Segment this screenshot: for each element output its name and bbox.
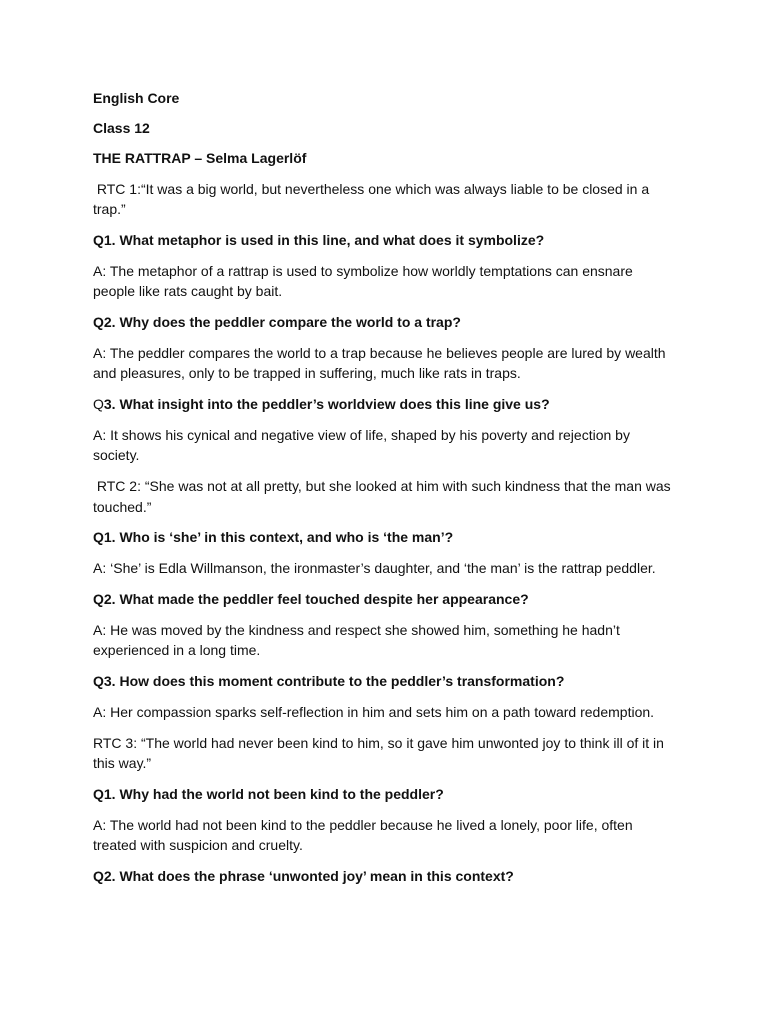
rtc2-answer-1: A: ‘She’ is Edla Willmanson, the ironmaster’s daughter, and ‘the man’ is the rattrap peddler. bbox=[93, 560, 656, 577]
rtc3-quote: RTC 3: “The world had never been kind to him, so it gave him unwonted joy to think ill of it in this way.” bbox=[93, 734, 668, 772]
rtc1-quote: RTC 1:“It was a big world, but nevertheless one which was always liable to be closed in a trap.” bbox=[93, 180, 654, 218]
rtc2-answer-2: A: He was moved by the kindness and respect she showed him, something he hadn’t experienced in a long time. bbox=[93, 621, 624, 659]
rtc1-question-3-prefix: Q bbox=[93, 396, 104, 413]
rtc1-question-1: Q1. What metaphor is used in this line, and what does it symbolize? bbox=[93, 231, 545, 248]
rtc3-question-2: Q2. What does the phrase ‘unwonted joy’ mean in this context? bbox=[93, 868, 514, 885]
rtc1-question-3 bbox=[93, 394, 674, 415]
class-heading: Class 12 bbox=[93, 120, 150, 137]
rtc3-question-1: Q1. Why had the world not been kind to the peddler? bbox=[93, 786, 444, 803]
rtc1-question-2: Q2. Why does the peddler compare the world to a trap? bbox=[93, 313, 461, 330]
rtc2-question-2: Q2. What made the peddler feel touched despite her appearance? bbox=[93, 591, 529, 608]
rtc2-answer-3: A: Her compassion sparks self-reflection in him and sets him on a path toward redemption. bbox=[93, 703, 655, 720]
rtc1-question-3-text: 3. What insight into the peddler’s worldview does this line give us? bbox=[103, 396, 550, 413]
subject-heading: English Core bbox=[93, 90, 180, 106]
rtc1-answer-2: A: The peddler compares the world to a trap because he believes people are lured by wealth and pleasures, only to be trapped in suffering, much like rats in traps. bbox=[93, 344, 670, 382]
rtc2-quote: RTC 2: “She was not at all pretty, but she looked at him with such kindness that the man was touched.” bbox=[93, 478, 675, 515]
rtc2-question-3: Q3. How does this moment contribute to the peddler’s transformation? bbox=[93, 673, 565, 690]
chapter-title: THE RATTRAP – Selma Lagerlöf bbox=[93, 150, 307, 167]
rtc2-question-1: Q1. Who is ‘she’ in this context, and who is ‘the man’? bbox=[93, 529, 454, 546]
rtc1-answer-1: A: The metaphor of a rattrap is used to symbolize how worldly temptations can ensnare people like rats caught by bait. bbox=[93, 262, 637, 300]
rtc1-answer-3: A: It shows his cynical and negative view of life, shaped by his poverty and rejection by society. bbox=[93, 426, 634, 464]
rtc3-answer-1: A: The world had not been kind to the peddler because he lived a lonely, poor life, often treated with suspicion and cruelty. bbox=[93, 816, 637, 854]
